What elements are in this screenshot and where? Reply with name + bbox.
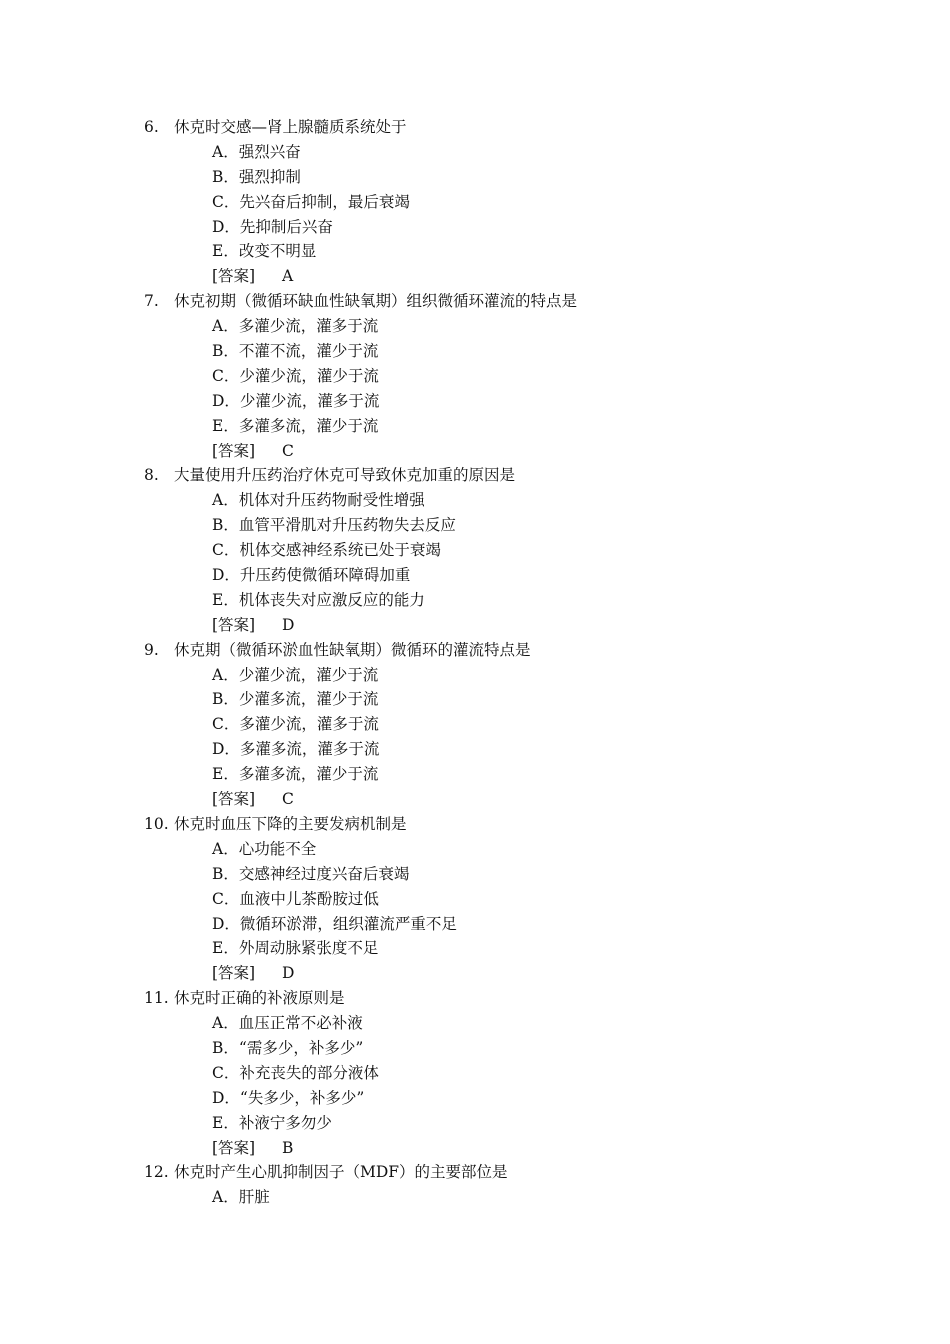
answer-value: B	[282, 1138, 294, 1157]
question-block	[0, 1160, 950, 1210]
question-block	[0, 289, 950, 463]
answer-option: A．肝脏	[212, 1188, 270, 1207]
answer-value: D	[282, 615, 295, 634]
answer-label: [答案]	[212, 441, 256, 460]
answer-option: B．血管平滑肌对升压药物失去反应	[212, 516, 456, 535]
question-stem-line	[0, 463, 950, 488]
question-number: 9.	[144, 640, 159, 659]
answer-option: E．补液宁多勿少	[212, 1113, 332, 1132]
answer-option: D．少灌少流，灌多于流	[212, 391, 380, 410]
answer-option: C．血液中儿茶酚胺过低	[212, 889, 379, 908]
answer-option: A．少灌少流，灌少于流	[212, 665, 379, 684]
answer-key-line	[0, 787, 950, 812]
question-number: 6.	[144, 118, 159, 136]
answer-option: C．多灌少流，灌多于流	[212, 715, 379, 734]
question-document	[0, 115, 950, 1210]
answer-option: D．先抑制后兴奋	[212, 217, 333, 236]
question-number: 8.	[144, 466, 159, 485]
question-block	[0, 638, 950, 812]
question-stem: 休克时交感—肾上腺髓质系统处于	[174, 118, 407, 136]
answer-option: C．补充丧失的部分液体	[212, 1063, 379, 1082]
question-number: 11.	[144, 989, 169, 1008]
answer-option: D．多灌多流，灌多于流	[212, 740, 380, 759]
question-stem: 休克时正确的补液原则是	[174, 989, 345, 1008]
answer-option: E．外周动脉紧张度不足	[212, 939, 379, 958]
question-stem-line	[0, 1160, 950, 1185]
answer-option: A．心功能不全	[212, 839, 317, 858]
question-block	[0, 115, 950, 289]
answer-option: A．血压正常不必补液	[212, 1014, 363, 1033]
answer-key-line	[0, 613, 950, 638]
answer-option: E．改变不明显	[212, 242, 317, 261]
question-stem: 休克初期（微循环缺血性缺氧期）组织微循环灌流的特点是	[174, 292, 578, 311]
answer-option: A．多灌少流，灌多于流	[212, 317, 379, 336]
question-number: 7.	[144, 292, 159, 311]
answer-option: C．机体交感神经系统已处于衰竭	[212, 541, 441, 560]
answer-option: E．机体丧失对应激反应的能力	[212, 590, 425, 609]
answer-option: D．微循环淤滞，组织灌流严重不足	[212, 914, 457, 933]
question-stem: 休克时血压下降的主要发病机制是	[174, 814, 407, 833]
answer-label: [答案]	[212, 790, 256, 809]
answer-option: A．强烈兴奋	[212, 142, 301, 161]
answer-key-line	[0, 439, 950, 464]
answer-option: A．机体对升压药物耐受性增强	[212, 491, 425, 510]
question-stem-line	[0, 812, 950, 837]
answer-value: A	[282, 267, 294, 286]
answer-key-line	[0, 961, 950, 986]
answer-label: [答案]	[212, 964, 256, 983]
question-block	[0, 463, 950, 637]
answer-value: C	[282, 790, 294, 809]
question-number: 10.	[144, 814, 169, 833]
question-stem: 休克时产生心肌抑制因子（MDF）的主要部位是	[174, 1163, 508, 1182]
answer-label: [答案]	[212, 1138, 256, 1157]
answer-key-line	[0, 264, 950, 289]
question-stem-line	[0, 115, 950, 140]
question-stem: 休克期（微循环淤血性缺氧期）微循环的灌流特点是	[174, 640, 531, 659]
question-stem-line	[0, 638, 950, 663]
answer-option: C．少灌少流，灌少于流	[212, 366, 379, 385]
question-number: 12.	[144, 1163, 169, 1182]
answer-label: [答案]	[212, 267, 256, 286]
answer-key-line	[0, 1136, 950, 1161]
question-stem-line	[0, 289, 950, 314]
question-block	[0, 986, 950, 1160]
answer-option: E．多灌多流，灌少于流	[212, 765, 379, 784]
answer-option: B．“需多少，补多少”	[212, 1038, 364, 1057]
answer-option: B．强烈抑制	[212, 167, 301, 186]
answer-option: B．少灌多流，灌少于流	[212, 690, 379, 709]
answer-label: [答案]	[212, 615, 256, 634]
question-block	[0, 812, 950, 986]
answer-option: B．不灌不流，灌少于流	[212, 342, 379, 361]
answer-value: C	[282, 441, 294, 460]
answer-option: D．升压药使微循环障碍加重	[212, 566, 411, 585]
question-stem-line	[0, 986, 950, 1011]
answer-option: E．多灌多流，灌少于流	[212, 416, 379, 435]
answer-option: C．先兴奋后抑制，最后衰竭	[212, 192, 410, 211]
question-stem: 大量使用升压药治疗休克可导致休克加重的原因是	[174, 466, 516, 485]
answer-option: D．“失多少，补多少”	[212, 1088, 365, 1107]
answer-option: B．交感神经过度兴奋后衰竭	[212, 864, 410, 883]
answer-value: D	[282, 964, 295, 983]
